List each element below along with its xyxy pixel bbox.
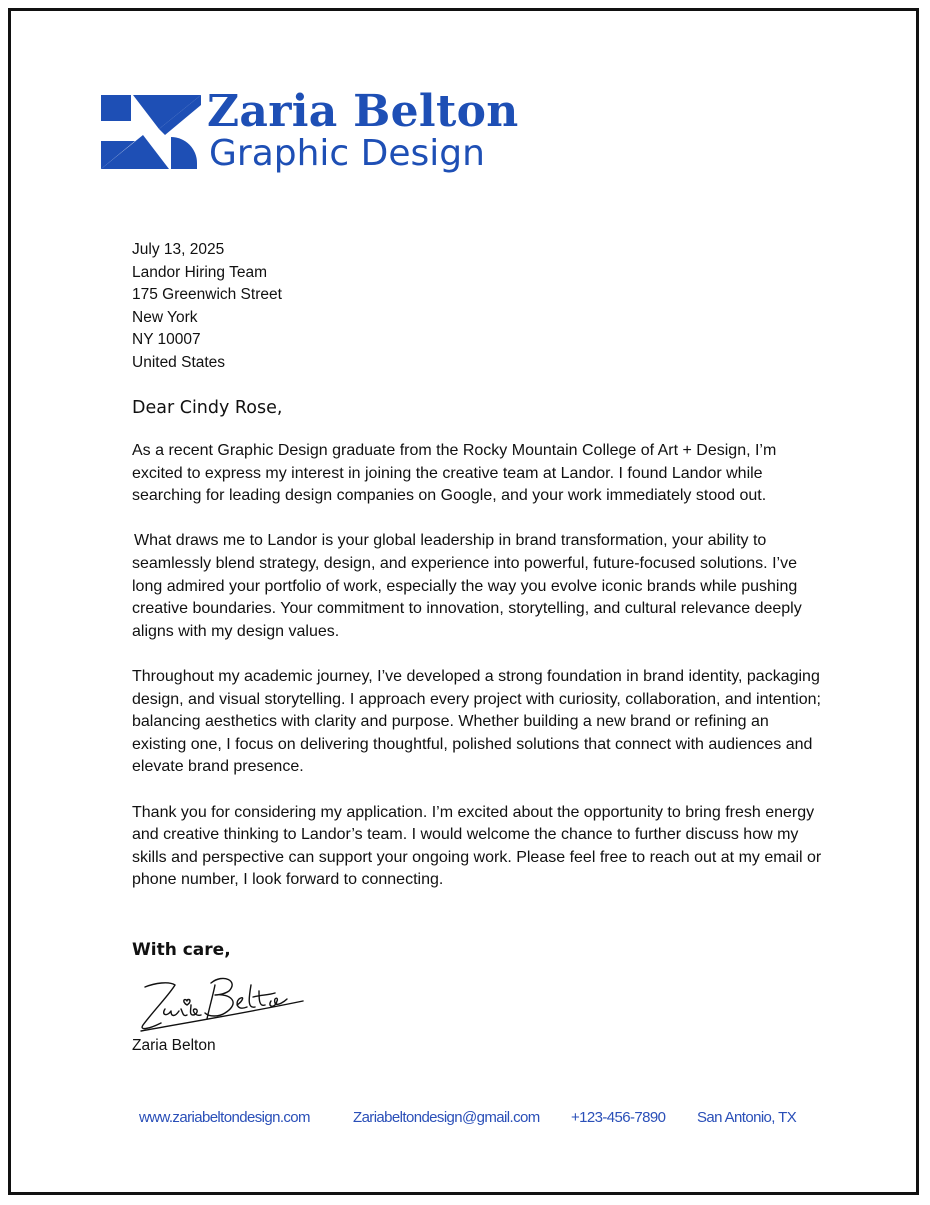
email-link[interactable]: Zariabeltondesign@gmail.com <box>353 1109 540 1126</box>
brand-name: Zaria Belton <box>207 86 519 137</box>
recipient-state-zip: NY 10007 <box>132 331 201 349</box>
recipient-country: United States <box>132 353 226 371</box>
closing: With care, <box>132 940 231 960</box>
letter-page <box>8 8 919 1195</box>
website-link[interactable]: www.zariabeltondesign.com <box>139 1109 310 1126</box>
location: San Antonio, TX <box>697 1109 797 1126</box>
body-paragraph: Thank you for considering my application. I’m excited about the opportunity to bring fresh energy and creative thinking to Landor’s team. I would welcome the chance to further discuss how my skills and perspective can support your ongoing work. Please feel free to reach out at my email or phone number, I look forward to connecting. <box>132 803 822 889</box>
body-paragraph: Throughout my academic journey, I’ve developed a strong foundation in brand identity, packaging design, and visual storytelling. I approach every project with curiosity, collaboration, and intention; balancing aesthetics with clarity and purpose. Whether building a new brand or refining an existing one, I focus on delivering thoughtful, polished solutions that connect with audiences and elevate brand presence. <box>132 667 821 776</box>
body-paragraph: What draws me to Landor is your global leadership in brand transformation, your ability to seamlessly blend strategy, design, and experience into powerful, future-focused solutions. I’ve long admired your portfolio of work, especially the way you evolve iconic brands while pushing creative boundaries. Your commitment to innovation, storytelling, and cultural relevance deeply aligns with my design values. <box>132 532 802 640</box>
brand-subtitle: Graphic Design <box>209 133 485 174</box>
letter-body <box>132 440 822 914</box>
phone-number[interactable]: +123-456-7890 <box>571 1109 666 1126</box>
salutation: Dear Cindy Rose, <box>132 398 283 418</box>
zb-monogram-icon <box>101 95 201 169</box>
body-paragraph: As a recent Graphic Design graduate from the Rocky Mountain College of Art + Design, I’m excited to express my interest in joining the creative team at Landor. I found Landor while searching for leading design companies on Google, and your work immediately stood out. <box>132 442 777 505</box>
recipient-street: 175 Greenwich Street <box>132 286 282 304</box>
handwritten-signature-icon <box>125 965 305 1035</box>
recipient-city: New York <box>132 308 198 326</box>
address-block <box>132 239 282 375</box>
letter-date: July 13, 2025 <box>132 241 225 258</box>
signature <box>125 965 305 1035</box>
recipient-name: Landor Hiring Team <box>132 263 267 281</box>
signed-name: Zaria Belton <box>132 1037 216 1054</box>
